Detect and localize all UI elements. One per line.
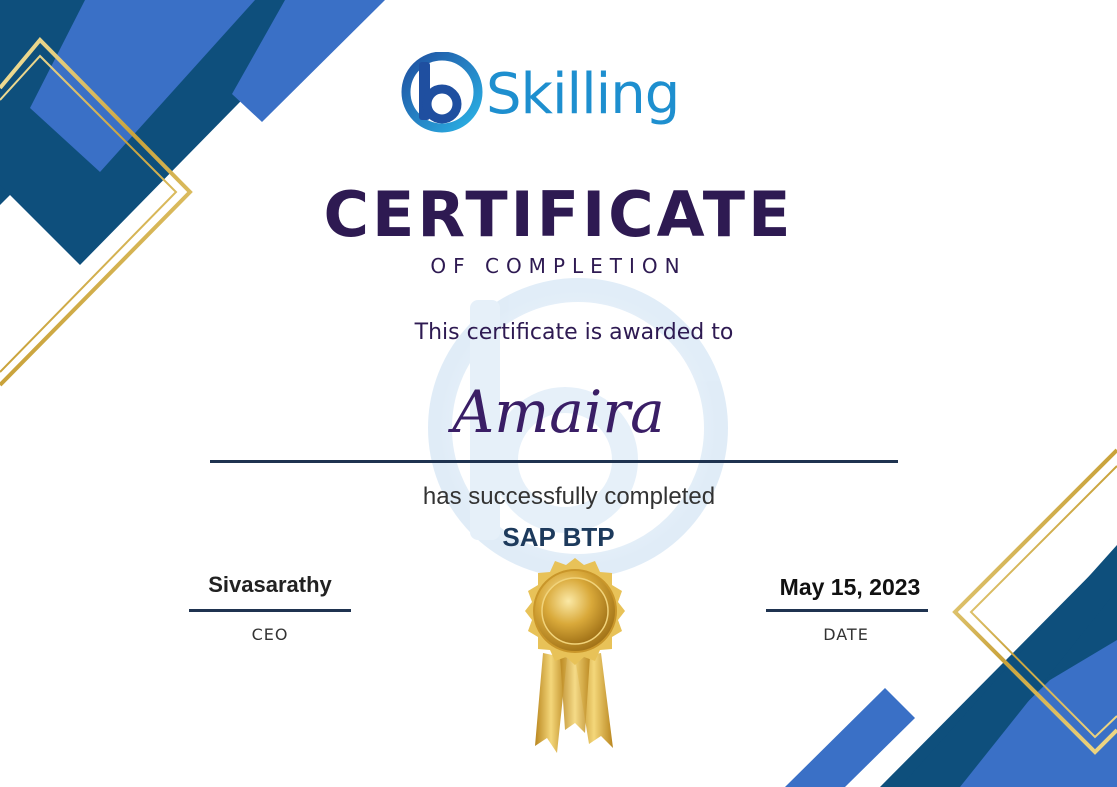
date-label: DATE <box>823 625 869 644</box>
issue-date: May 15, 2023 <box>779 574 921 600</box>
date-line <box>766 609 928 612</box>
completed-text: has successfully completed <box>422 483 716 510</box>
signer-name: Sivasarathy <box>208 572 332 597</box>
recipient-underline <box>210 460 898 463</box>
signer-role: CEO <box>251 625 289 644</box>
brand-name: Skilling <box>486 62 680 127</box>
awarded-text: This certificate is awarded to <box>414 320 734 345</box>
gold-award-seal-icon <box>505 558 645 758</box>
signature-line <box>189 609 351 612</box>
brand-b-logo-icon <box>400 52 490 142</box>
certificate-title: CERTIFICATE <box>323 178 794 251</box>
certificate-subtitle: OF COMPLETION <box>430 254 687 278</box>
course-name: SAP BTP <box>502 522 615 552</box>
recipient-name: Amaira <box>452 378 665 446</box>
brand-logo <box>400 52 720 148</box>
